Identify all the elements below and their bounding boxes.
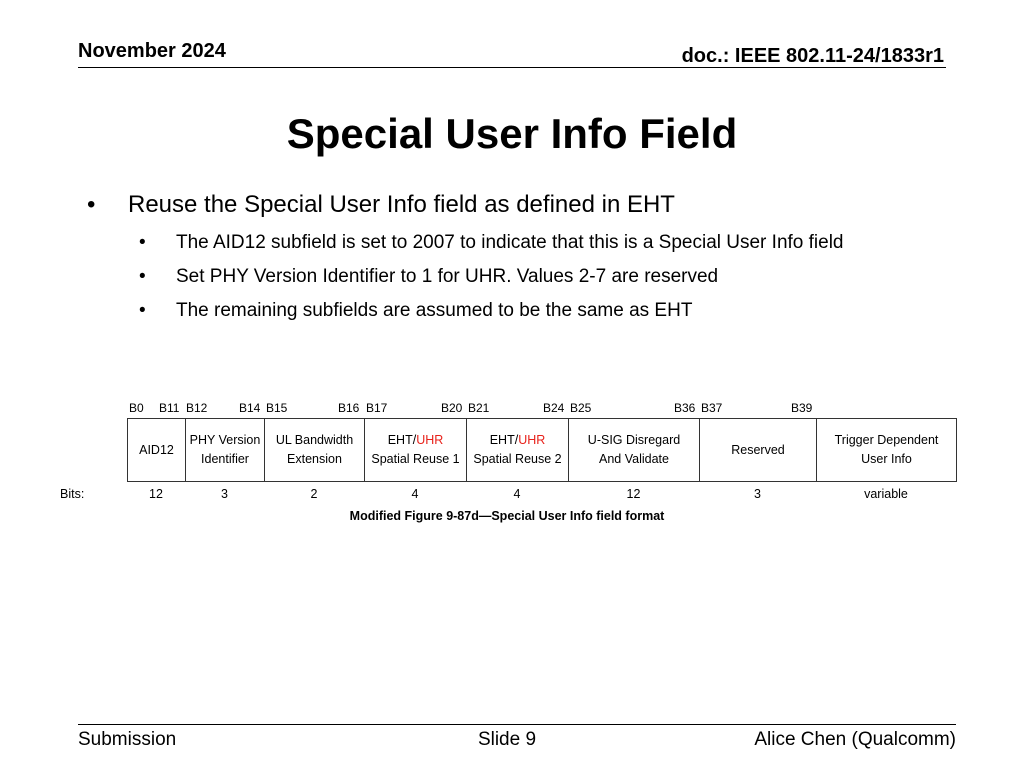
bit-label: B16	[338, 401, 360, 415]
bit-label: B12	[186, 401, 208, 415]
sub-bullet-2: Set PHY Version Identifier to 1 for UHR. Values 2-7 are reserved	[176, 266, 719, 287]
sub-bullet-1: The AID12 subfield is set to 2007 to indicate that this is a Special User Info field	[176, 232, 844, 253]
bits-value: 4	[513, 487, 521, 501]
bullet-main: Reuse the Special User Info field as defined in EHT	[128, 191, 675, 218]
bit-label: B11	[159, 401, 180, 415]
footer-author: Alice Chen (Qualcomm)	[754, 729, 956, 750]
field-label: Trigger Dependent	[834, 433, 939, 447]
field-label: And Validate	[599, 452, 669, 466]
bits-value: 12	[149, 487, 163, 501]
field-label: Spatial Reuse 2	[473, 452, 562, 466]
bit-label: B15	[266, 401, 288, 415]
sub-bullet-marker: •	[139, 300, 146, 321]
bits-row-label: Bits:	[60, 487, 85, 501]
field-ul-bandwidth-extension	[265, 419, 365, 482]
field-u-sig-disregard-and-validate	[569, 419, 700, 482]
header-doc-id: doc.: IEEE 802.11-24/1833r1	[681, 45, 944, 67]
field-format-table	[127, 418, 957, 482]
bit-label: B25	[570, 401, 592, 415]
field-label: U-SIG Disregard	[587, 433, 681, 447]
slide-title: Special User Info Field	[286, 110, 738, 157]
field-label-highlight: UHR	[518, 433, 546, 447]
bits-value: 4	[411, 487, 419, 501]
sub-bullet-marker: •	[139, 266, 146, 287]
footer-divider	[78, 724, 956, 725]
header-divider	[78, 67, 946, 68]
field-label: EHT/	[387, 433, 417, 447]
field-label: Identifier	[201, 452, 249, 466]
field-reserved	[700, 419, 817, 482]
bits-value: 2	[310, 487, 318, 501]
bits-value: variable	[864, 487, 908, 501]
bit-label: B37	[701, 401, 723, 415]
bits-value: 12	[626, 487, 641, 501]
header-date: November 2024	[78, 40, 226, 62]
bit-label: B14	[239, 401, 261, 415]
bit-label: B24	[543, 401, 565, 415]
field-label: UL Bandwidth	[275, 433, 354, 447]
bit-label: B36	[674, 401, 696, 415]
field-format-figure	[127, 418, 956, 482]
sub-bullet-3: The remaining subfields are assumed to be the same as EHT	[176, 300, 693, 321]
field-label-highlight: UHR	[416, 433, 444, 447]
bit-label: B0	[129, 401, 144, 415]
bullet-marker: •	[87, 191, 96, 218]
field-trigger-dependent-user-info	[817, 419, 957, 482]
field-spatial-reuse-1	[365, 419, 467, 482]
bit-label: B17	[366, 401, 388, 415]
field-label: PHY Version	[189, 433, 261, 447]
footer-slide-number: Slide 9	[477, 729, 537, 750]
field-label: EHT/	[489, 433, 519, 447]
field-label: AID12	[139, 442, 174, 457]
footer-submission: Submission	[78, 729, 177, 750]
bit-label: B21	[468, 401, 490, 415]
field-label: User Info	[861, 452, 912, 466]
field-phy-version-identifier	[186, 419, 265, 482]
figure-caption: Modified Figure 9-87d—Special User Info field format	[349, 509, 665, 523]
field-spatial-reuse-2	[467, 419, 569, 482]
bits-value: 3	[221, 487, 228, 501]
bit-label: B20	[441, 401, 463, 415]
field-aid12	[128, 419, 186, 482]
field-label: Extension	[287, 452, 342, 466]
bits-value: 3	[754, 487, 761, 501]
bit-label: B39	[791, 401, 813, 415]
field-label: Spatial Reuse 1	[371, 452, 460, 466]
field-label: Reserved	[731, 442, 785, 457]
sub-bullet-marker: •	[139, 232, 146, 253]
